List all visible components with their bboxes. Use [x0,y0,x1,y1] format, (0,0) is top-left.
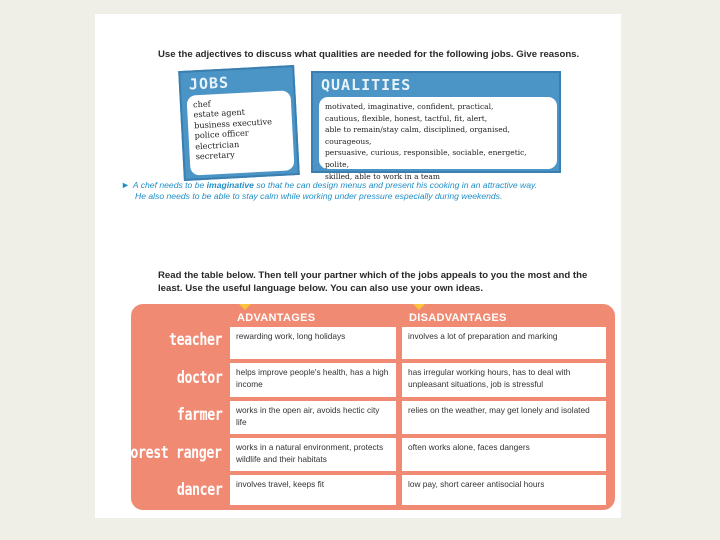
example-sentence [121,180,617,202]
header-marker-icon [239,304,251,310]
row-label-dancer: dancer [176,480,222,500]
example-text-start: A chef needs to be [132,180,207,190]
cell-disadvantages: low pay, short career antisocial hours [402,475,606,505]
qualities-list [319,97,557,181]
qualities-line: able to remain/stay calm, disciplined, organised, courageous, [325,125,510,146]
jobs-card-title: JOBS [188,73,230,94]
jobs-list [186,90,294,175]
example-text-end: so that he can design menus and present his cooking in an attractive way. [253,180,538,190]
qualities-line: skilled, able to work in a team [325,171,440,181]
jobs-table [123,304,615,510]
row-label-farmer: farmer [176,405,222,425]
cell-advantages: works in the open air, avoids hectic city life [230,401,396,434]
job-item: chef [192,98,211,110]
job-item: business executive [193,116,273,131]
cell-advantages: works in a natural environment, protects wildlife and their habitats [230,438,396,471]
cell-advantages: involves travel, keeps fit [230,475,396,505]
qualities-card-title: QUALITIES [321,76,412,94]
cell-disadvantages: involves a lot of preparation and marking [402,327,606,359]
example-text-line2: He also needs to be able to stay calm while working under pressure especially during weekends. [135,191,503,201]
example-highlight: imaginative [206,180,254,190]
jobs-card [178,65,300,181]
cell-disadvantages: has irregular working hours, has to deal with unpleasant situations, job is stressful [402,363,606,397]
header-marker-icon [413,304,425,310]
job-item: estate agent [193,107,246,120]
instruction-table: Read the table below. Then tell your partner which of the jobs appeals to you the most and the least. Use the useful language below. You can also use your own ideas. [158,270,588,294]
job-item: police officer [194,127,249,141]
advantages-header: ADVANTAGES [237,312,316,324]
cell-advantages: rewarding work, long holidays [230,327,396,359]
disadvantages-header: DISADVANTAGES [409,312,507,324]
qualities-line: cautious, flexible, honest, tactful, fit, alert, [325,113,488,123]
cell-disadvantages: often works alone, faces dangers [402,438,606,471]
qualities-line: persuasive, curious, responsible, sociable, energetic, polite, [325,148,527,169]
qualities-card [311,71,561,181]
row-label-forest-ranger: forest ranger [123,443,222,463]
cell-advantages: helps improve people's health, has a high income [230,363,396,397]
cell-disadvantages: relies on the weather, may get lonely and isolated [402,401,606,434]
row-label-doctor: doctor [176,368,222,388]
job-item: secretary [195,149,236,162]
textbook-page [95,14,621,518]
instruction-qualities: Use the adjectives to discuss what qualities are needed for the following jobs. Give reasons. [158,49,580,60]
qualities-line: motivated, imaginative, confident, practical, [325,102,494,111]
row-label-teacher: teacher [168,330,222,350]
arrow-icon: ► [121,180,130,190]
job-item: electrician [194,138,240,151]
